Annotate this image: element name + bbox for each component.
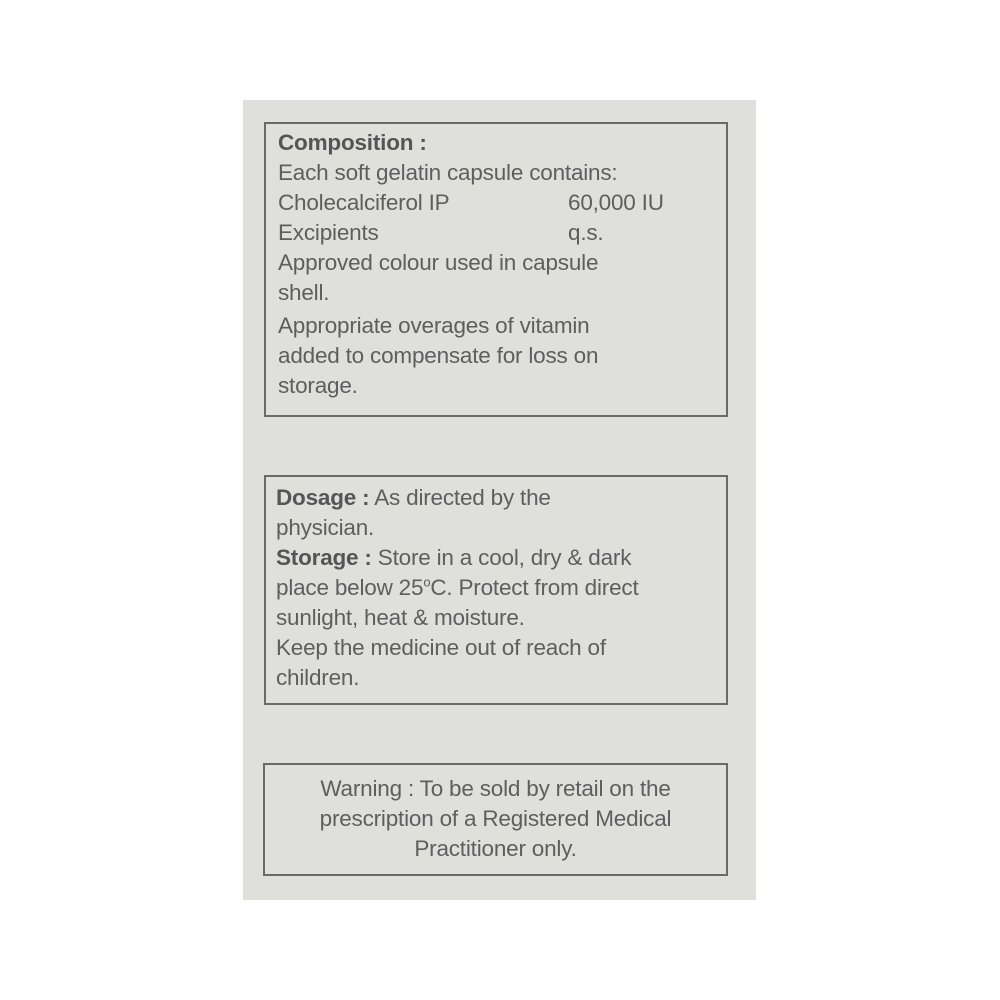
- storage-text: Store in a cool, dry & dark: [377, 545, 632, 570]
- dosage-heading: Dosage :: [276, 485, 370, 510]
- dosage-storage-panel: [264, 475, 728, 705]
- storage-text-part: C. Protect from direct: [430, 575, 639, 600]
- ingredient-amount: q.s.: [568, 220, 604, 245]
- colour-note: shell.: [278, 280, 330, 305]
- keep-away-note: Keep the medicine out of reach of: [276, 635, 606, 660]
- composition-intro: Each soft gelatin capsule contains:: [278, 160, 618, 185]
- colour-note: Approved colour used in capsule: [278, 250, 599, 275]
- storage-line: [276, 543, 726, 573]
- composition-heading: Composition :: [278, 130, 427, 155]
- overage-note: storage.: [278, 373, 358, 398]
- warning-text: Practitioner only.: [414, 836, 577, 861]
- storage-text: [276, 573, 726, 603]
- storage-text-part: place below 25: [276, 575, 424, 600]
- degree-symbol: o: [423, 574, 431, 590]
- composition-panel: [264, 122, 728, 417]
- warning-panel: [263, 763, 728, 876]
- ingredient-amount: 60,000 IU: [568, 190, 664, 215]
- keep-away-note: children.: [276, 665, 360, 690]
- ingredient-name: Excipients: [278, 220, 379, 245]
- overage-note: Appropriate overages of vitamin: [278, 313, 590, 338]
- dosage-text: As directed by the: [374, 485, 551, 510]
- warning-text: Warning : To be sold by retail on the: [320, 776, 671, 801]
- warning-text: prescription of a Registered Medical: [319, 806, 672, 831]
- dosage-line: [276, 483, 726, 513]
- storage-text: sunlight, heat & moisture.: [276, 605, 525, 630]
- dosage-text: physician.: [276, 515, 375, 540]
- ingredient-row: [278, 188, 726, 218]
- ingredient-name: Cholecalciferol IP: [278, 190, 450, 215]
- ingredient-row: [278, 218, 726, 248]
- overage-note: added to compensate for loss on: [278, 343, 599, 368]
- storage-heading: Storage :: [276, 545, 372, 570]
- medicine-label-card: [243, 100, 756, 900]
